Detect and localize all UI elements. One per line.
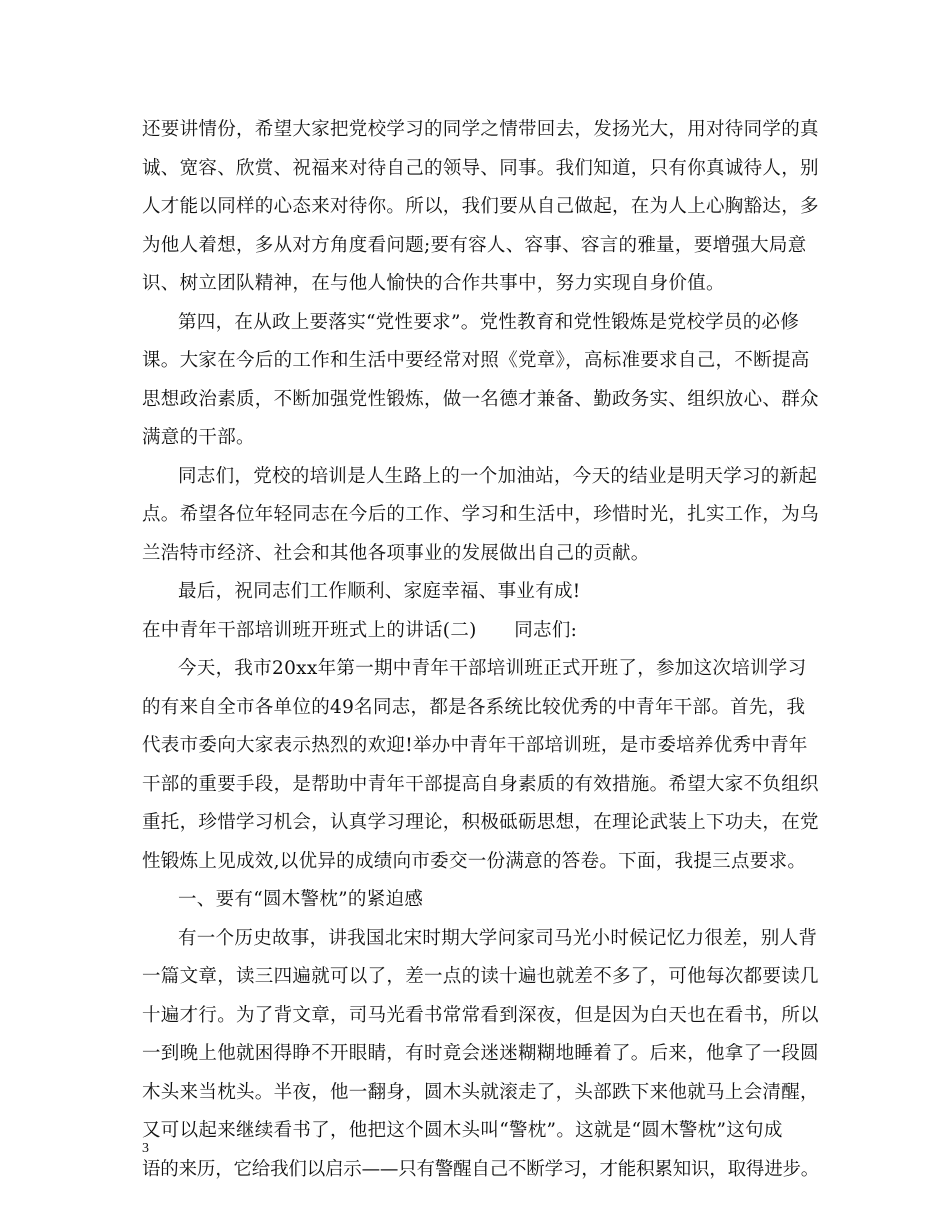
text-line: 代表市委向大家表示热烈的欢迎!举办中青年干部培训班，是市委培养优秀中青年 — [142, 735, 808, 756]
text-line: 思想政治素质，不断加强党性锻炼，做一名德才兼备、勤政务实、组织放心、群众 — [142, 389, 819, 410]
text-line: 的有来自全市各单位的49名同志，都是各系统比较优秀的中青年干部。首先，我 — [142, 697, 806, 718]
page-number: 3 — [142, 1141, 149, 1156]
paragraph-start-line: 今天，我市20xx年第一期中青年干部培训班正式开班了，参加这次培训学习 — [178, 658, 807, 679]
text-line: 干部的重要手段，是帮助中青年干部提高自身素质的有效措施。希望大家不负组织 — [142, 774, 819, 795]
text-line: 一到晚上他就困得睁不开眼睛，有时竟会迷迷糊糊地睡着了。后来，他拿了一段圆 — [142, 1043, 819, 1064]
text-line: 课。大家在今后的工作和生活中要经常对照《党章》，高标准要求自己，不断提高 — [142, 350, 810, 371]
paragraph-start-line: 有一个历史故事，讲我国北宋时期大学问家司马光小时候记忆力很差，别人背 — [178, 928, 818, 949]
text-line: 还要讲情份，希望大家把党校学习的同学之情带回去，发扬光大，用对待同学的真 — [142, 119, 819, 140]
paragraph-start-line: 同志们，党校的培训是人生路上的一个加油站，今天的结业是明天学习的新起 — [178, 466, 818, 487]
text-line: 又可以起来继续看书了，他把这个圆木头叫“警枕”。这就是“圆木警枕”这句成 — [142, 1120, 783, 1141]
paragraph-start-line: 第四，在从政上要落实“党性要求”。党性教育和党性锻炼是党校学员的必修 — [178, 312, 800, 333]
text-line: 人才能以同样的心态来对待你。所以，我们要从自己做起，在为人上心胸豁达，多 — [142, 196, 819, 217]
speech-title-line: 在中青年干部培训班开班式上的讲话(二) 同志们: — [142, 620, 578, 641]
text-line: 为他人着想，多从对方角度看问题;要有容人、容事、容言的雅量，要增强大局意 — [142, 235, 807, 256]
text-line: 诚、宽容、欣赏、祝福来对待自己的领导、同事。我们知道，只有你真诚待人，别 — [142, 158, 819, 179]
text-line: 兰浩特市经济、社会和其他各项事业的发展做出自己的贡献。 — [142, 543, 650, 564]
text-line: 重托，珍惜学习机会，认真学习理论，积极砥砺思想，在理论武装上下功夫，在党 — [142, 812, 819, 833]
text-line: 一篇文章，读三四遍就可以了，差一点的读十遍也就差不多了，可他每次都要读几 — [142, 966, 819, 987]
text-line: 十遍才行。为了背文章，司马光看书常常看到深夜，但是因为白天也在看书，所以 — [142, 1005, 819, 1026]
text-line: 满意的干部。 — [142, 427, 255, 448]
closing-line: 最后，祝同志们工作顺利、家庭幸福、事业有成! — [178, 581, 581, 602]
section-heading: 一、要有“圆木警枕”的紧迫感 — [178, 889, 424, 910]
text-line: 点。希望各位年轻同志在今后的工作、学习和生活中，珍惜时光，扎实工作，为乌 — [142, 504, 819, 525]
text-line: 性锻炼上见成效,以优异的成绩向市委交一份满意的答卷。下面，我提三点要求。 — [142, 851, 807, 872]
text-line: 木头来当枕头。半夜，他一翻身，圆木头就滚走了，头部跌下来他就马上会清醒， — [142, 1082, 819, 1103]
text-line: 识、树立团队精神，在与他人愉快的合作共事中，努力实现自身价值。 — [142, 273, 725, 294]
text-line: 语的来历，它给我们以启示——只有警醒自己不断学习，才能积累知识，取得进步。 — [142, 1159, 820, 1180]
